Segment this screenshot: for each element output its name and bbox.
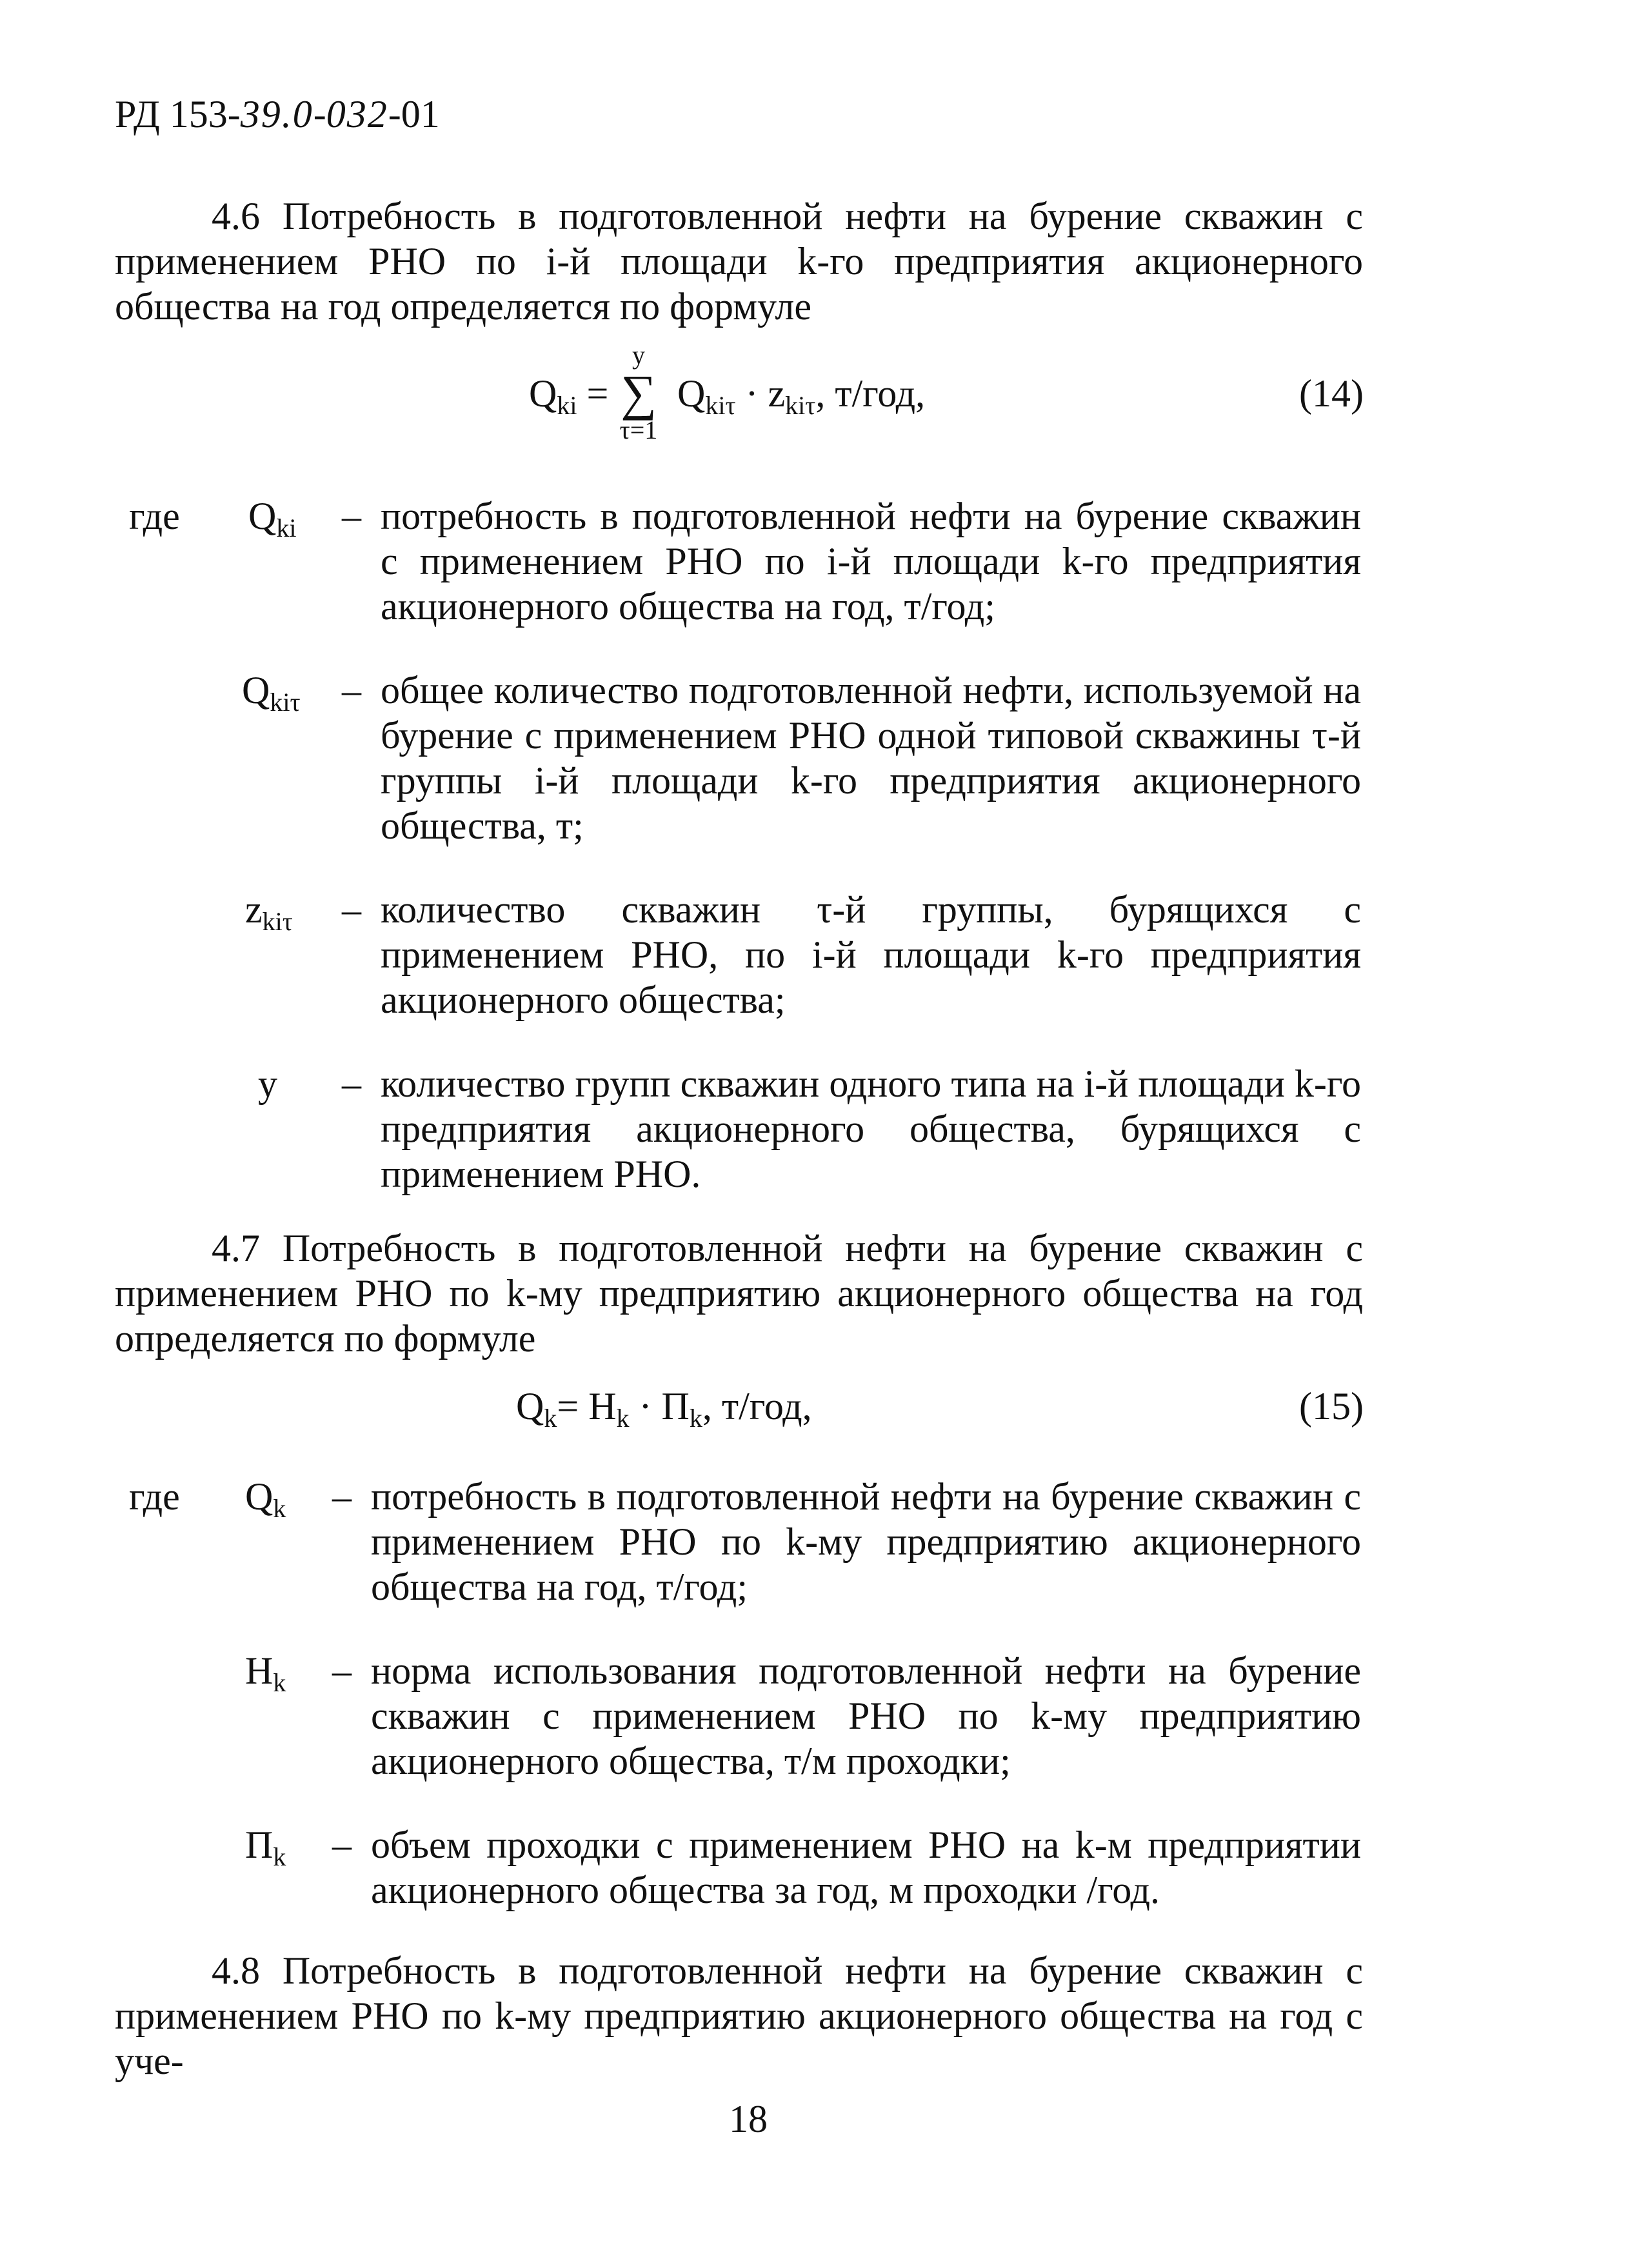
formula-14-sum <box>616 342 661 444</box>
formula-15-rhs-a-sub: k <box>616 1404 630 1433</box>
def-symbol <box>248 493 297 542</box>
def-symbol-sub: kiτ <box>270 688 301 717</box>
def-symbol <box>242 668 301 717</box>
def-text: норма использования подготовленной нефти на бурение скважин с применением РНО по k-му предприятию акционерного общества, т/м проходки; <box>371 1649 1361 1782</box>
formula-14-rhs-a-sub: kiτ <box>705 391 736 420</box>
def-text: потребность в подготовленной нефти на бурение скважин с применением РНО по i-й площади k-го предприятия акционерного общества на год, т/год; <box>381 495 1361 628</box>
def-dash: – <box>332 1475 352 1518</box>
code-handwritten-part2: 032 <box>326 93 388 135</box>
def-dash: – <box>342 888 361 931</box>
def-symbol-main: Q <box>242 669 270 711</box>
formula-14-dot: · <box>735 372 768 415</box>
def-symbol <box>258 1061 277 1106</box>
code-prefix: РД 153- <box>115 93 241 135</box>
formula-14-lhs: Q <box>529 372 557 415</box>
def-symbol <box>245 1648 286 1697</box>
code-suffix: -01 <box>388 93 440 135</box>
formula-15-rhs-a: H <box>588 1385 617 1427</box>
where-label: где <box>129 1475 180 1518</box>
paragraph-4-6: 4.6 Потребность в подготовленной нефти на бурение скважин с применением РНО по i-й площади k-го предприятия акционерного общества на год определяется по формуле <box>115 195 1363 328</box>
formula-15-rhs-b-sub: k <box>689 1404 702 1433</box>
formula-15-dot: · <box>629 1385 662 1427</box>
where-label: где <box>129 495 180 537</box>
formula-15-lhs-sub: k <box>544 1404 557 1433</box>
def-text: количество групп скважин одного типа на i-й площади k-го предприятия акционерного общества, бурящихся с применением РНО. <box>381 1062 1361 1195</box>
paragraph-4-8: 4.8 Потребность в подготовленной нефти на бурение скважин с применением РНО по k-му предприятию акционерного общества на год с уче- <box>115 1949 1363 2082</box>
def-text: общее количество подготовленной нефти, используемой на бурение с применением РНО одной типовой скважины τ-й группы i-й площади k-го предприятия акционерного общества, т; <box>381 669 1361 847</box>
def-symbol-sub: kiτ <box>262 907 293 936</box>
def-symbol-main: П <box>245 1824 274 1866</box>
code-separator: - <box>313 93 326 135</box>
formula-15-unit: , т/год, <box>702 1385 812 1427</box>
def-dash: – <box>342 1062 361 1105</box>
formula-14-eq: = <box>577 372 609 415</box>
def-dash: – <box>332 1649 352 1692</box>
def-symbol <box>245 887 293 936</box>
def-symbol-main: H <box>245 1649 274 1692</box>
def-symbol <box>245 1474 286 1523</box>
def-dash: – <box>342 495 361 537</box>
def-dash: – <box>332 1824 352 1866</box>
sum-lower-limit: τ=1 <box>619 415 658 444</box>
formula-14-rhs <box>677 371 926 420</box>
def-symbol-sub: k <box>273 1668 286 1697</box>
def-symbol-sub: k <box>273 1494 286 1523</box>
formula-15-rhs-b: П <box>661 1385 690 1427</box>
def-symbol-main: Q <box>248 495 277 537</box>
formula-15-eq: = <box>557 1385 589 1427</box>
formula-14 <box>529 371 609 420</box>
formula-15-number: (15) <box>1299 1385 1364 1427</box>
formula-14-rhs-b: z <box>768 372 786 415</box>
formula-14-rhs-b-sub: kiτ <box>785 391 816 420</box>
def-symbol-sub: k <box>273 1842 286 1871</box>
code-handwritten-part1: 39.0 <box>240 93 313 135</box>
sum-upper-limit: y <box>632 341 645 370</box>
document-code <box>115 92 440 137</box>
def-symbol-sub: ki <box>276 513 297 542</box>
formula-14-lhs-sub: ki <box>557 391 577 420</box>
def-dash: – <box>342 669 361 711</box>
paragraph-4-7: 4.7 Потребность в подготовленной нефти на бурение скважин с применением РНО по k-му предприятию акционерного общества на год определяется по формуле <box>115 1227 1363 1360</box>
def-symbol <box>245 1822 286 1871</box>
def-text: объем проходки с применением РНО на k-м предприятии акционерного общества за год, м проходки /год. <box>371 1824 1361 1911</box>
formula-15-lhs: Q <box>516 1385 544 1427</box>
def-text: количество скважин τ-й группы, бурящихся с применением РНО, по i-й площади k-го предприятия акционерного общества; <box>381 888 1361 1021</box>
def-symbol-main: Q <box>245 1475 274 1518</box>
formula-14-rhs-a: Q <box>677 372 706 415</box>
formula-14-number: (14) <box>1299 372 1364 415</box>
page-number: 18 <box>729 2098 768 2140</box>
def-text: потребность в подготовленной нефти на бурение скважин с применением РНО по k-му предприятию акционерного общества на год, т/год; <box>371 1475 1361 1608</box>
def-symbol-main: y <box>258 1062 277 1105</box>
formula-15 <box>516 1384 812 1433</box>
def-symbol-main: z <box>245 888 263 931</box>
formula-14-unit: , т/год, <box>815 372 926 415</box>
sigma-icon: ∑ <box>621 364 657 421</box>
